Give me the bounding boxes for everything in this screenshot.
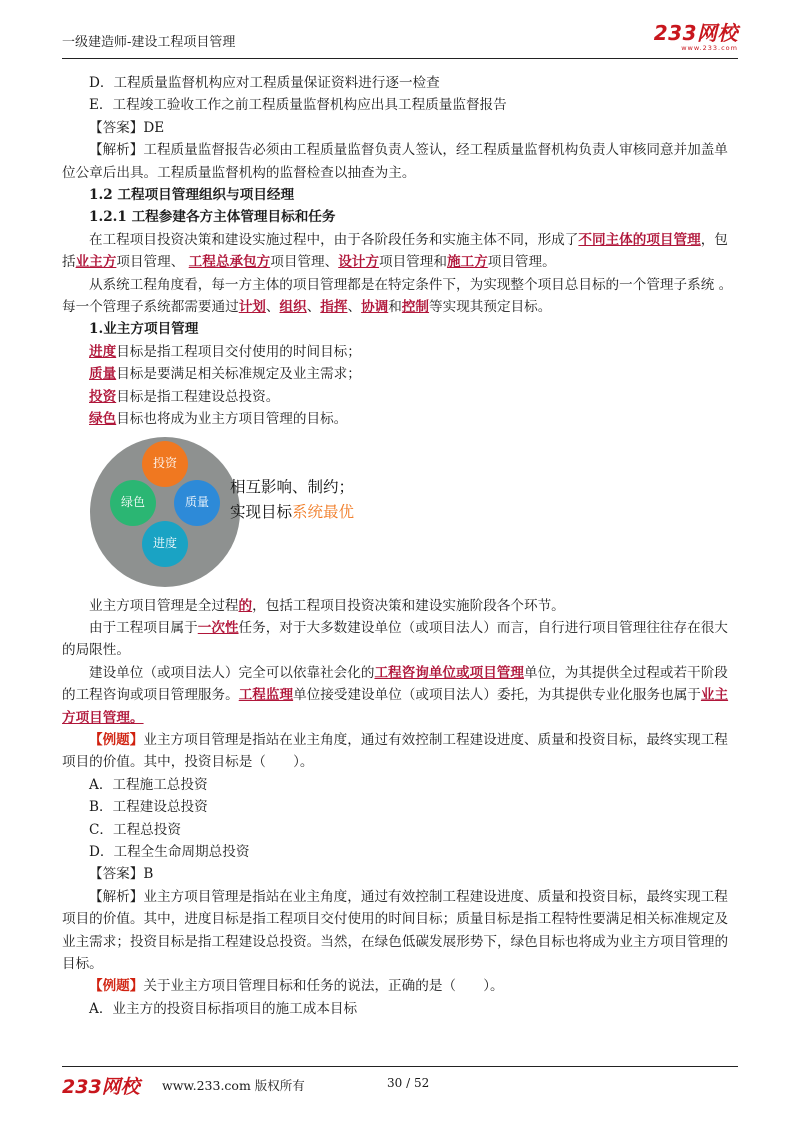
diagram-line-2: 实现目标系统最优 (230, 502, 355, 521)
quality-circle: 质量 (174, 480, 220, 526)
page-header (62, 22, 738, 59)
page-footer (62, 1066, 738, 1097)
goal-green: 绿色目标也将成为业主方项目管理的目标。 (89, 411, 348, 428)
goal-investment: 投资目标是指工程建设总投资。 (89, 388, 280, 405)
footer-copyright: www.233.com 版权所有 (162, 1078, 305, 1093)
schedule-circle: 进度 (142, 521, 188, 567)
highlight-term: 控制 (401, 299, 430, 316)
answer: 【答案】DE (89, 119, 165, 136)
highlight-term: 计划 (238, 299, 266, 316)
highlight-term: 组织 (279, 299, 307, 316)
owner-management-heading: 1.业主方项目管理 (89, 321, 199, 338)
option-e: E．工程竣工验收工作之前工程质量监督机构应出具工程质量监督报告 (89, 97, 507, 114)
logo-text: 233网校 (653, 21, 738, 45)
paragraph-consulting: 建设单位（或项目法人）完全可以依靠社会化的工程咨询单位或项目管理单位，为其提供全过程或若干阶段的工程咨询或项目管理服务。工程监理单位接受建设单位（或项目法人）委托，为其提供专业化服务也属于业主方项目管理。 (62, 664, 729, 726)
header-title: 一级建造师-建设工程项目管理 (62, 35, 236, 50)
paragraph-one-time-task: 由于工程项目属于一次性任务，对于大多数建设单位（或项目法人）而言，自行进行项目管理往往存在很大的局限性。 (62, 619, 728, 659)
highlight-term: 施工方 (446, 254, 488, 271)
green-circle: 绿色 (110, 480, 156, 526)
goals-diagram (62, 437, 738, 587)
highlight-term: 协调 (361, 299, 389, 316)
highlight-term: 工程咨询单位或项目管理 (374, 664, 524, 681)
example-label: 【例题】 (89, 731, 144, 748)
option-d: D．工程全生命周期总投资 (89, 843, 250, 860)
paragraph-project-management: 在工程项目投资决策和建设实施过程中，由于各阶段任务和实施主体不同，形成了不同主体的项目管理，包括业主方项目管理、 工程总承包方项目管理、设计方项目管理和施工方项目管理。 (62, 231, 728, 271)
diagram-background-circle (90, 437, 240, 587)
page-number: 30 / 52 (387, 1076, 430, 1090)
highlight-term: 的 (238, 597, 253, 614)
highlight-term: 业主方项目管理。 (62, 687, 729, 726)
section-heading: 1.2 工程项目管理组织与项目经理 (89, 187, 295, 204)
example-question-2: 【例题】关于业主方项目管理目标和任务的说法，正确的是（ ）。 (89, 978, 504, 995)
answer: 【答案】B (89, 866, 154, 883)
paragraph-system-engineering: 从系统工程角度看，每一方主体的项目管理都是在特定条件下，为实现整个项目总目标的一个管理子系统 。每一个管理子系统都需要通过计划、组织、指挥、协调和控制等实现其预定目标。 (62, 276, 733, 316)
option-d: D．工程质量监督机构应对工程质量保证资料进行逐一检查 (89, 75, 440, 91)
example-label: 【例题】 (89, 978, 144, 995)
goal-schedule: 进度目标是指工程项目交付使用的时间目标； (89, 343, 361, 360)
goal-quality: 质量目标是要满足相关标准规定及业主需求； (89, 366, 361, 383)
diagram-accent-text: 系统最优 (292, 502, 355, 521)
highlight-term: 业主方 (75, 254, 117, 271)
brand-logo (654, 22, 738, 52)
highlight-term: 不同主体的项目管理 (578, 231, 701, 248)
paragraph-full-process: 业主方项目管理是全过程的，包括工程项目投资决策和建设实施阶段各个环节。 (89, 597, 565, 614)
logo-url: www.233.com (681, 44, 738, 52)
example-question-1: 【例题】业主方项目管理是指站在业主角度，通过有效控制工程建设进度、质量和投资目标，最终实现工程项目的价值。其中，投资目标是（ ）。 (62, 731, 728, 771)
investment-circle: 投资 (142, 441, 188, 487)
option-c: C．工程总投资 (89, 821, 181, 838)
subsection-heading: 1.2.1 工程参建各方主体管理目标和任务 (89, 209, 336, 226)
analysis: 【解析】业主方项目管理是指站在业主角度，通过有效控制工程建设进度、质量和投资目标，最终实现工程项目的价值。其中，进度目标是指工程项目交付使用的时间目标；质量目标是指工程特性要满足相关标准规定及业主需求；投资目标是指工程建设总投资。当然，在绿色低碳发展形势下，绿色目标也将成为业主方项目管理的目标。 (62, 888, 729, 972)
highlight-term: 设计方 (338, 254, 379, 271)
highlight-term: 指挥 (320, 299, 348, 316)
option-a: A．业主方的投资目标指项目的施工成本目标 (89, 1000, 358, 1017)
option-a: A．工程施工总投资 (89, 776, 208, 793)
highlight-term: 工程总承包方 (188, 254, 271, 271)
diagram-line-1: 相互影响、制约； (230, 477, 355, 496)
footer-logo: 233网校 (62, 1076, 140, 1098)
diagram-caption (230, 475, 354, 525)
highlight-term: 工程监理 (238, 687, 294, 704)
highlight-term: 一次性 (197, 619, 239, 636)
analysis: 【解析】工程质量监督报告必须由工程质量监督负责人签认，经工程质量监督机构负责人审核同意并加盖单位公章后出具。工程质量监督机构的监督检查以抽查为主。 (62, 142, 728, 181)
document-body (62, 72, 738, 1020)
option-b: B．工程建设总投资 (89, 799, 208, 816)
